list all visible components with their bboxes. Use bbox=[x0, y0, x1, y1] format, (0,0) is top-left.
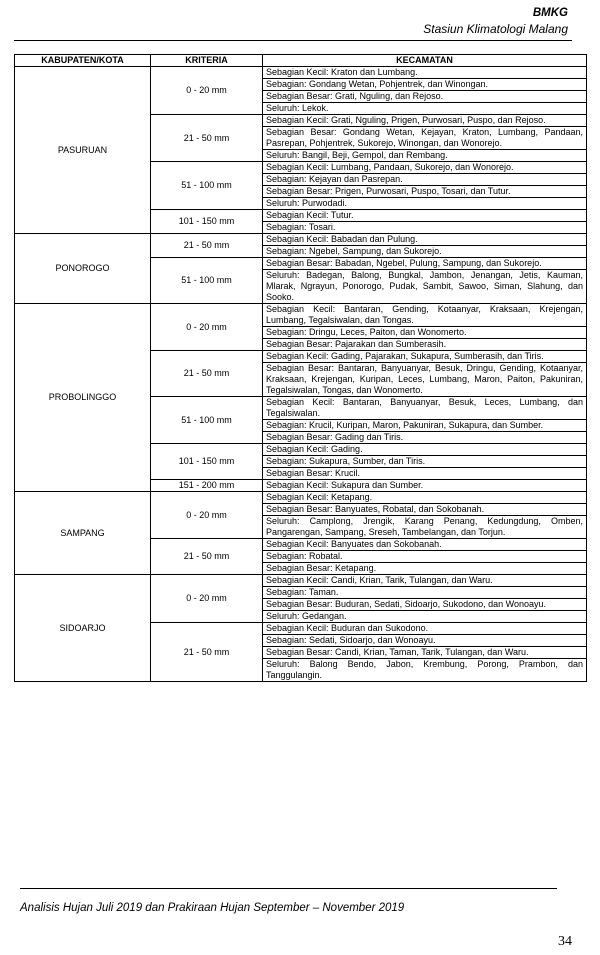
kecamatan-cell: Sebagian: Kejayan dan Pasrepan. bbox=[263, 174, 587, 186]
footer-rule bbox=[20, 888, 557, 889]
kecamatan-cell: Sebagian Besar: Gading dan Tiris. bbox=[263, 432, 587, 444]
kecamatan-cell: Sebagian Besar: Pajarakan dan Sumberasih. bbox=[263, 339, 587, 351]
kriteria-cell: 0 - 20 mm bbox=[151, 492, 263, 539]
table-row bbox=[15, 492, 587, 504]
page-number: 34 bbox=[558, 934, 572, 949]
kecamatan-cell: Sebagian Besar: Buduran, Sedati, Sidoarjo, Sukodono, dan Wonoayu. bbox=[263, 599, 587, 611]
kecamatan-cell: Sebagian Besar: Ketapang. bbox=[263, 563, 587, 575]
table-body bbox=[15, 67, 587, 682]
kecamatan-cell: Sebagian Kecil: Lumbang, Pandaan, Sukorejo, dan Wonorejo. bbox=[263, 162, 587, 174]
kecamatan-cell: Sebagian Kecil: Bantaran, Gending, Kotaanyar, Kraksaan, Krejengan, Lumbang, Tegalsiwalan, dan Tongas. bbox=[263, 304, 587, 327]
kecamatan-cell: Sebagian Kecil: Ketapang. bbox=[263, 492, 587, 504]
kriteria-cell: 0 - 20 mm bbox=[151, 575, 263, 623]
kriteria-cell: 51 - 100 mm bbox=[151, 162, 263, 210]
kecamatan-cell: Sebagian Besar: Grati, Nguling, dan Rejoso. bbox=[263, 91, 587, 103]
table-row bbox=[15, 67, 587, 79]
kecamatan-cell: Sebagian Kecil: Bantaran, Banyuanyar, Besuk, Leces, Lumbang, dan Tegalsiwalan. bbox=[263, 397, 587, 420]
kecamatan-cell: Sebagian Besar: Banyuates, Robatal, dan Sokobanah. bbox=[263, 504, 587, 516]
column-header-kriteria: KRITERIA bbox=[151, 55, 263, 67]
kecamatan-cell: Sebagian: Robatal. bbox=[263, 551, 587, 563]
kriteria-cell: 51 - 100 mm bbox=[151, 258, 263, 304]
header-station: Stasiun Klimatologi Malang bbox=[423, 22, 568, 36]
kabupaten-cell: SAMPANG bbox=[15, 492, 151, 575]
kecamatan-cell: Sebagian Kecil: Grati, Nguling, Prigen, Purwosari, Puspo, dan Rejoso. bbox=[263, 115, 587, 127]
column-header-kecamatan: KECAMATAN bbox=[263, 55, 587, 67]
kriteria-cell: 51 - 100 mm bbox=[151, 397, 263, 444]
kecamatan-cell: Sebagian: Sukapura, Sumber, dan Tiris. bbox=[263, 456, 587, 468]
kriteria-cell: 0 - 20 mm bbox=[151, 304, 263, 351]
kecamatan-cell: Sebagian Besar: Gondang Wetan, Kejayan, Kraton, Lumbang, Pandaan, Pasrepan, Pohjentrek, Sukorejo, Winongan, dan Wonorejo. bbox=[263, 127, 587, 150]
kecamatan-cell: Sebagian Besar: Krucil. bbox=[263, 468, 587, 480]
kecamatan-cell: Seluruh: Balong Bendo, Jabon, Krembung, Porong, Prambon, dan Tanggulangin. bbox=[263, 659, 587, 682]
kabupaten-cell: PROBOLINGGO bbox=[15, 304, 151, 492]
kabupaten-cell: SIDOARJO bbox=[15, 575, 151, 682]
kecamatan-cell: Sebagian: Tosari. bbox=[263, 222, 587, 234]
kecamatan-cell: Sebagian: Krucil, Kuripan, Maron, Pakuniran, Sukapura, dan Sumber. bbox=[263, 420, 587, 432]
table-row bbox=[15, 234, 587, 246]
kecamatan-cell: Seluruh: Lekok. bbox=[263, 103, 587, 115]
kriteria-cell: 21 - 50 mm bbox=[151, 115, 263, 162]
rainfall-table bbox=[14, 54, 587, 682]
kecamatan-cell: Sebagian Kecil: Banyuates dan Sokobanah. bbox=[263, 539, 587, 551]
kecamatan-cell: Sebagian Besar: Candi, Krian, Taman, Tarik, Tulangan, dan Waru. bbox=[263, 647, 587, 659]
kecamatan-cell: Sebagian Kecil: Gading. bbox=[263, 444, 587, 456]
kecamatan-cell: Seluruh: Gedangan. bbox=[263, 611, 587, 623]
table-header-row bbox=[15, 55, 587, 67]
kecamatan-cell: Seluruh: Bangil, Beji, Gempol, dan Rembang. bbox=[263, 150, 587, 162]
kecamatan-cell: Seluruh: Badegan, Balong, Bungkal, Jambon, Jenangan, Jetis, Kauman, Mlarak, Ngrayun, Ponorogo, Pudak, Sambit, Sawoo, Siman, Slahung, dan Sooko. bbox=[263, 270, 587, 304]
kecamatan-cell: Seluruh: Camplong, Jrengik, Karang Penang, Kedungdung, Omben, Pangarengan, Sampang, Sreseh, Tambelangan, dan Torjun. bbox=[263, 516, 587, 539]
kecamatan-cell: Sebagian Besar: Babadan, Ngebel, Pulung, Sampung, dan Sukorejo. bbox=[263, 258, 587, 270]
kabupaten-cell: PASURUAN bbox=[15, 67, 151, 234]
kriteria-cell: 101 - 150 mm bbox=[151, 210, 263, 234]
kriteria-cell: 0 - 20 mm bbox=[151, 67, 263, 115]
kriteria-cell: 101 - 150 mm bbox=[151, 444, 263, 480]
header-org: BMKG bbox=[532, 7, 568, 19]
kecamatan-cell: Sebagian Kecil: Tutur. bbox=[263, 210, 587, 222]
kriteria-cell: 151 - 200 mm bbox=[151, 480, 263, 492]
column-header-kabupaten: KABUPATEN/KOTA bbox=[15, 55, 151, 67]
kecamatan-cell: Sebagian: Taman. bbox=[263, 587, 587, 599]
kecamatan-cell: Sebagian Besar: Prigen, Purwosari, Puspo, Tosari, dan Tutur. bbox=[263, 186, 587, 198]
kecamatan-cell: Sebagian Kecil: Buduran dan Sukodono. bbox=[263, 623, 587, 635]
table-row bbox=[15, 575, 587, 587]
kecamatan-cell: Sebagian Besar: Bantaran, Banyuanyar, Besuk, Dringu, Gending, Kotaanyar, Kraksaan, Krejengan, Kuripan, Leces, Lumbang, Maron, Paiton, Pakuniran, Tegalsiwalan, Tongas, dan Wonomerto. bbox=[263, 363, 587, 397]
kecamatan-cell: Sebagian Kecil: Gading, Pajarakan, Sukapura, Sumberasih, dan Tiris. bbox=[263, 351, 587, 363]
kriteria-cell: 21 - 50 mm bbox=[151, 623, 263, 682]
kecamatan-cell: Sebagian: Dringu, Leces, Paiton, dan Wonomerto. bbox=[263, 327, 587, 339]
kecamatan-cell: Sebagian Kecil: Candi, Krian, Tarik, Tulangan, dan Waru. bbox=[263, 575, 587, 587]
kecamatan-cell: Sebagian Kecil: Sukapura dan Sumber. bbox=[263, 480, 587, 492]
kecamatan-cell: Sebagian Kecil: Babadan dan Pulung. bbox=[263, 234, 587, 246]
kriteria-cell: 21 - 50 mm bbox=[151, 234, 263, 258]
kecamatan-cell: Sebagian: Ngebel, Sampung, dan Sukorejo. bbox=[263, 246, 587, 258]
footer-caption: Analisis Hujan Juli 2019 dan Prakiraan Hujan September – November 2019 bbox=[20, 902, 405, 914]
kecamatan-cell: Sebagian Kecil: Kraton dan Lumbang. bbox=[263, 67, 587, 79]
kecamatan-cell: Seluruh: Purwodadi. bbox=[263, 198, 587, 210]
kabupaten-cell: PONOROGO bbox=[15, 234, 151, 304]
kriteria-cell: 21 - 50 mm bbox=[151, 539, 263, 575]
header-rule bbox=[14, 40, 572, 41]
kriteria-cell: 21 - 50 mm bbox=[151, 351, 263, 397]
kecamatan-cell: Sebagian: Gondang Wetan, Pohjentrek, dan Winongan. bbox=[263, 79, 587, 91]
kecamatan-cell: Sebagian: Sedati, Sidoarjo, dan Wonoayu. bbox=[263, 635, 587, 647]
table-row bbox=[15, 304, 587, 327]
